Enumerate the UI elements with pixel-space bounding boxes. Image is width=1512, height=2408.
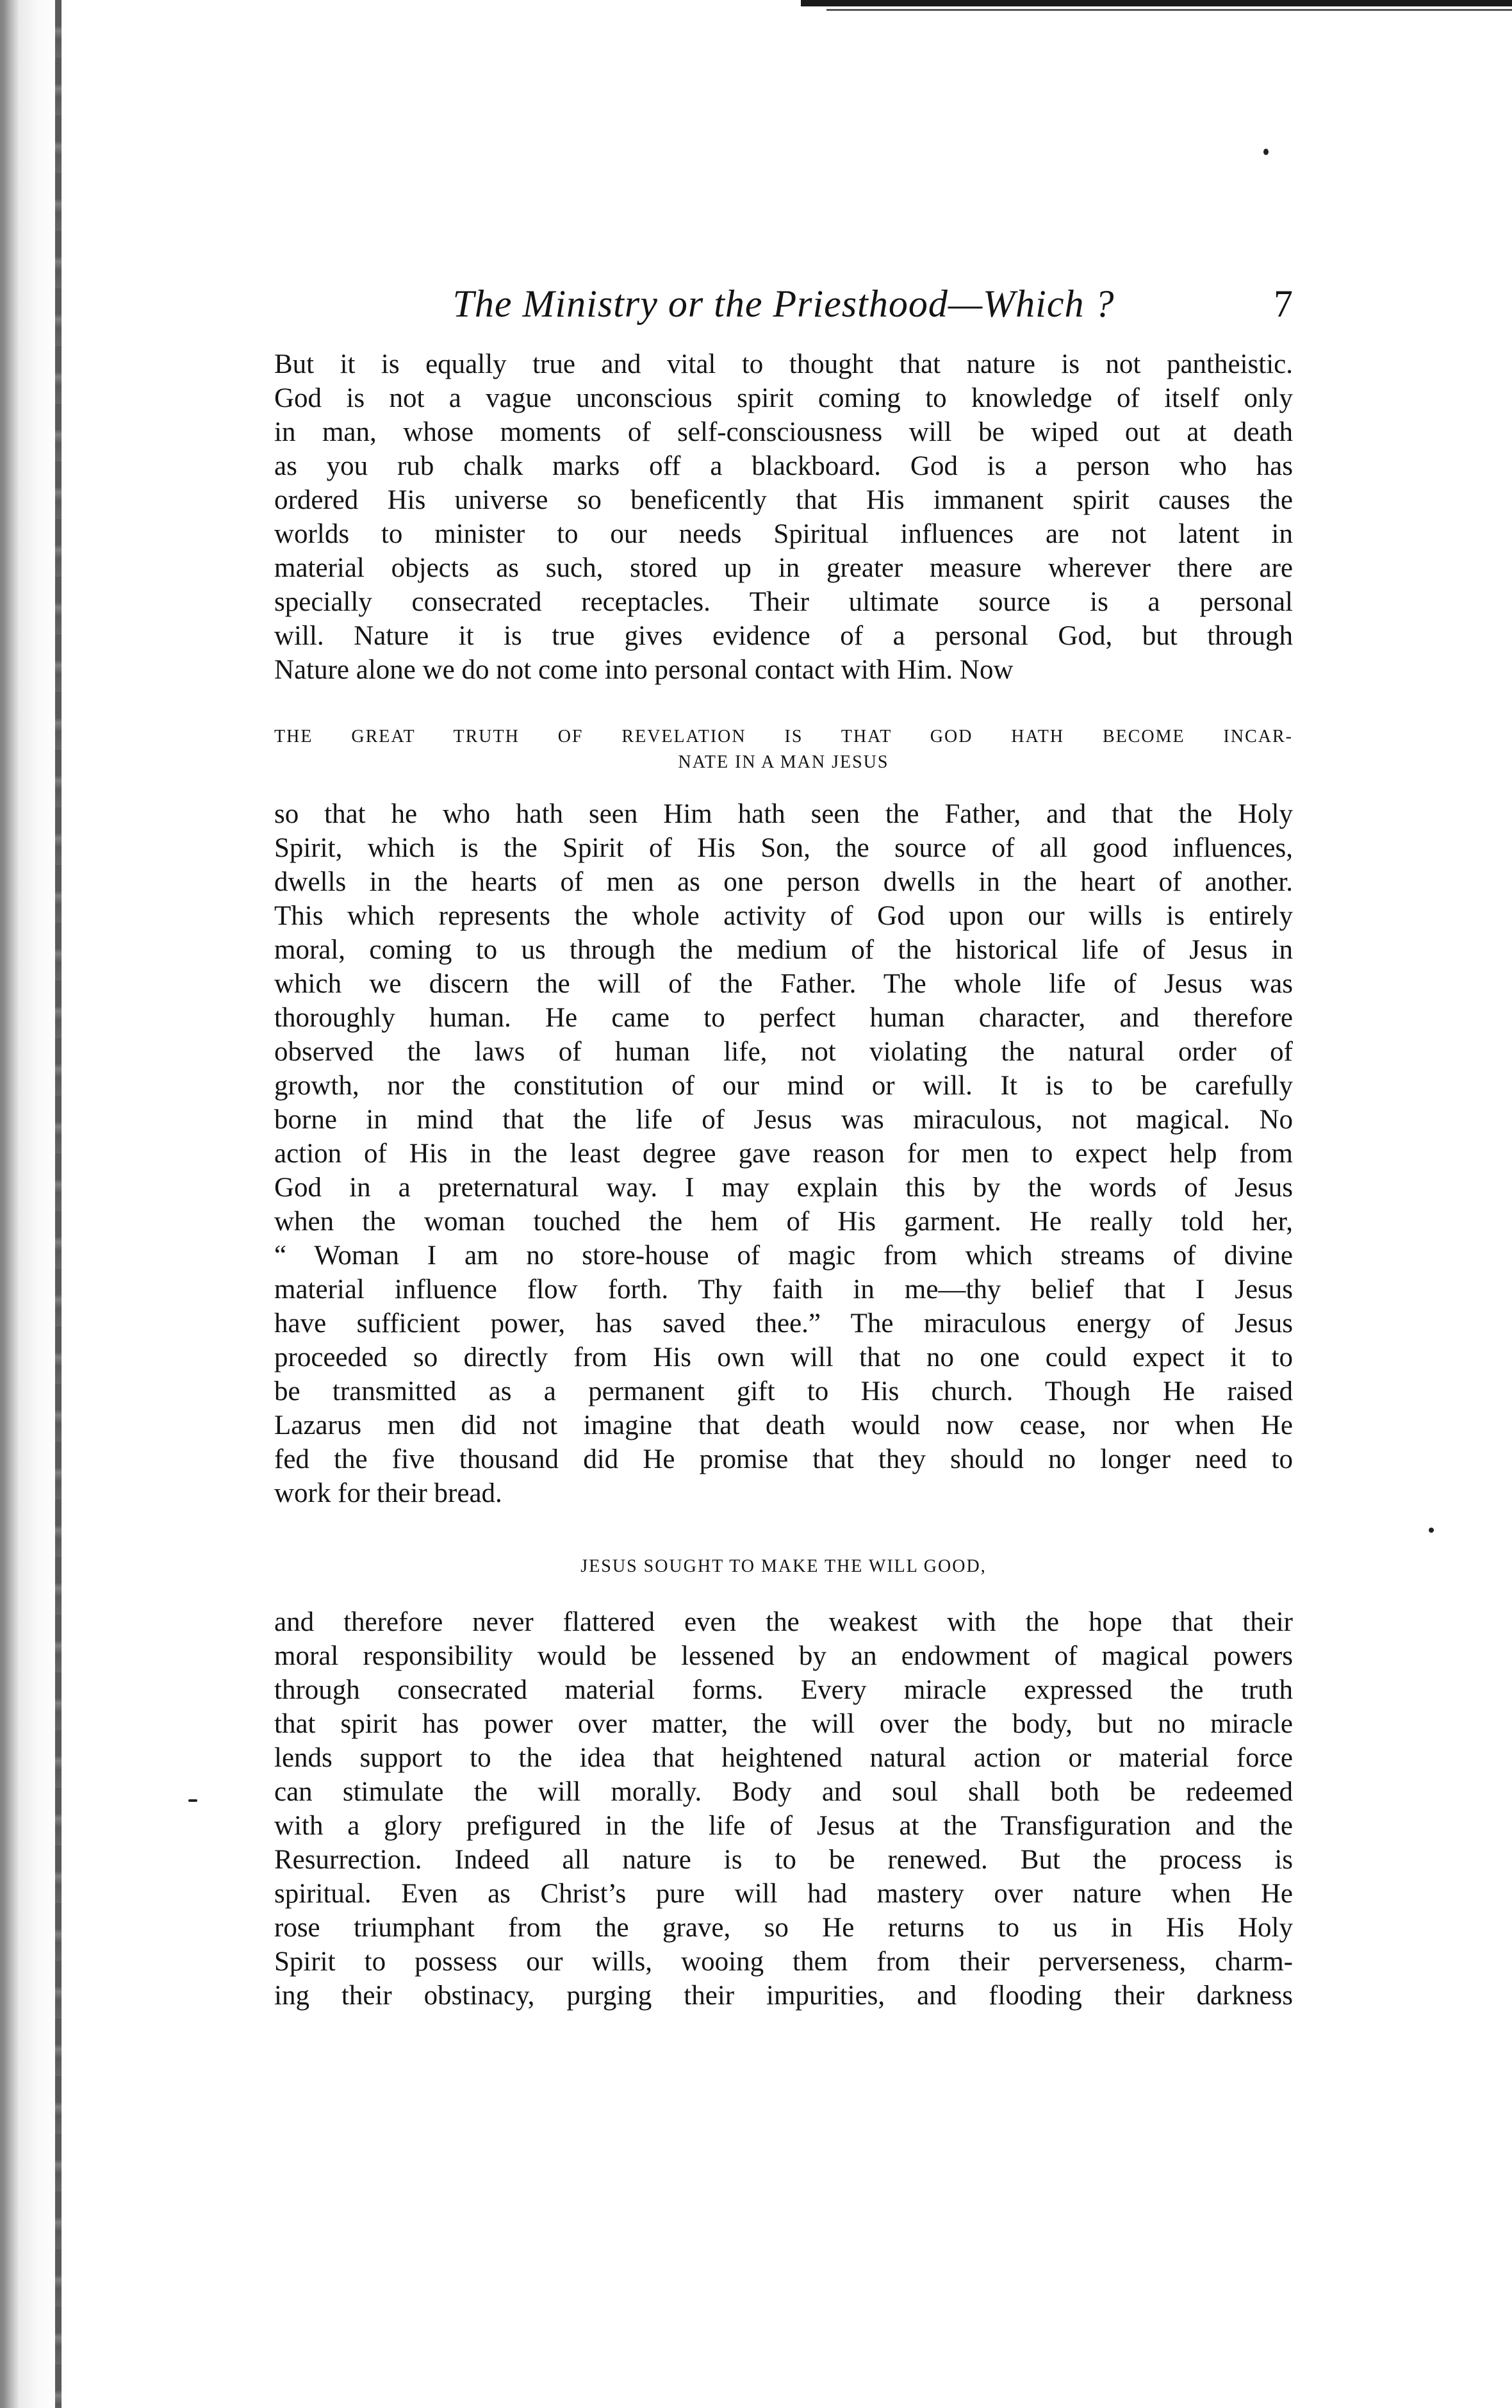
book-page — [274, 282, 1293, 2013]
text-line: moral, coming to us through the medium of the historical life of Jesus in — [274, 935, 1293, 965]
text-line: will. Nature it is true gives evidence of a personal God, but through — [274, 621, 1293, 651]
text-line: ing their obstinacy, purging their impurities, and flooding their darkness — [274, 1981, 1293, 2011]
text-line: have sufficient power, has saved thee.” The miraculous energy of Jesus — [274, 1308, 1293, 1339]
paragraph-1 — [274, 347, 1293, 687]
text-line: material objects as such, stored up in greater measure wherever there are — [274, 553, 1293, 583]
text-line: But it is equally true and vital to thought that nature is not pantheistic. — [274, 349, 1293, 379]
section-heading-revelation — [274, 724, 1293, 775]
text-line: This which represents the whole activity of God upon our wills is entirely — [274, 901, 1293, 931]
text-line: borne in mind that the life of Jesus was miraculous, not magical. No — [274, 1105, 1293, 1135]
text-line: as you rub chalk marks off a blackboard. God is a person who has — [274, 451, 1293, 481]
text-line: can stimulate the will morally. Body and soul shall both be redeemed — [274, 1777, 1293, 1807]
text-line: so that he who hath seen Him hath seen the Father, and that the Holy — [274, 799, 1293, 829]
page-number: 7 — [1274, 283, 1293, 325]
paragraph-3 — [274, 1605, 1293, 2013]
text-line: with a glory prefigured in the life of Jesus at the Transfiguration and the — [274, 1811, 1293, 1841]
text-line: fed the five thousand did He promise that they should no longer need to — [274, 1444, 1293, 1474]
text-line: thoroughly human. He came to perfect human character, and therefore — [274, 1003, 1293, 1033]
text-line: God in a preternatural way. I may explain this by the words of Jesus — [274, 1173, 1293, 1203]
text-line: moral responsibility would be lessened by an endowment of magical powers — [274, 1641, 1293, 1671]
text-line: “ Woman I am no store-house of magic from which streams of divine — [274, 1241, 1293, 1271]
text-line: dwells in the hearts of men as one person dwells in the heart of another. — [274, 867, 1293, 897]
text-line: God is not a vague unconscious spirit coming to knowledge of itself only — [274, 383, 1293, 413]
text-line: proceeded so directly from His own will that no one could expect it to — [274, 1342, 1293, 1373]
binding-gutter-shadow — [0, 0, 109, 2408]
heading-line: JESUS SOUGHT TO MAKE THE WILL GOOD, — [580, 1556, 987, 1576]
heading-line: THE GREAT TRUTH OF REVELATION IS THAT GOD HATH BECOME INCAR- — [274, 727, 1293, 746]
ink-speck — [1429, 1528, 1434, 1533]
text-line: and therefore never flattered even the weakest with the hope that their — [274, 1607, 1293, 1637]
text-line: Spirit to possess our wills, wooing them from their perverseness, charm- — [274, 1947, 1293, 1977]
text-line: which we discern the will of the Father. The whole life of Jesus was — [274, 969, 1293, 999]
top-edge-rule-thin — [826, 9, 1512, 11]
text-line: action of His in the least degree gave reason for men to expect help from — [274, 1139, 1293, 1169]
binding-gutter-line — [55, 0, 62, 2408]
text-line: Resurrection. Indeed all nature is to be renewed. But the process is — [274, 1845, 1293, 1875]
text-line: spiritual. Even as Christ’s pure will had mastery over nature when He — [274, 1879, 1293, 1909]
heading-line: NATE IN A MAN JESUS — [678, 752, 889, 772]
text-line: ordered His universe so beneficently that His immanent spirit causes the — [274, 485, 1293, 515]
text-line: specially consecrated receptacles. Their ultimate source is a personal — [274, 587, 1293, 617]
text-line: in man, whose moments of self-consciousness will be wiped out at death — [274, 417, 1293, 447]
top-edge-rule — [801, 0, 1512, 6]
text-line: work for their bread. — [274, 1478, 502, 1508]
text-line: rose triumphant from the grave, so He returns to us in His Holy — [274, 1913, 1293, 1943]
text-line: lends support to the idea that heightened natural action or material force — [274, 1743, 1293, 1773]
section-heading-will — [274, 1554, 1293, 1579]
running-head — [274, 282, 1293, 340]
ink-speck — [188, 1799, 197, 1802]
text-line: observed the laws of human life, not violating the natural order of — [274, 1037, 1293, 1067]
ink-speck — [1263, 149, 1269, 155]
text-line: material influence flow forth. Thy faith in me—thy belief that I Jesus — [274, 1274, 1293, 1305]
paragraph-2 — [274, 797, 1293, 1510]
text-line: worlds to minister to our needs Spiritual influences are not latent in — [274, 519, 1293, 549]
text-line: Nature alone we do not come into personal contact with Him. Now — [274, 655, 1014, 685]
text-line: growth, nor the constitution of our mind or will. It is to be carefully — [274, 1071, 1293, 1101]
text-line: Lazarus men did not imagine that death would now cease, nor when He — [274, 1410, 1293, 1440]
text-line: through consecrated material forms. Every miracle expressed the truth — [274, 1675, 1293, 1705]
text-line: when the woman touched the hem of His garment. He really told her, — [274, 1207, 1293, 1237]
text-line: Spirit, which is the Spirit of His Son, the source of all good influences, — [274, 833, 1293, 863]
text-line: be transmitted as a permanent gift to His church. Though He raised — [274, 1376, 1293, 1406]
running-title: The Ministry or the Priesthood—Which ? — [452, 283, 1115, 325]
text-line: that spirit has power over matter, the will over the body, but no miracle — [274, 1709, 1293, 1739]
